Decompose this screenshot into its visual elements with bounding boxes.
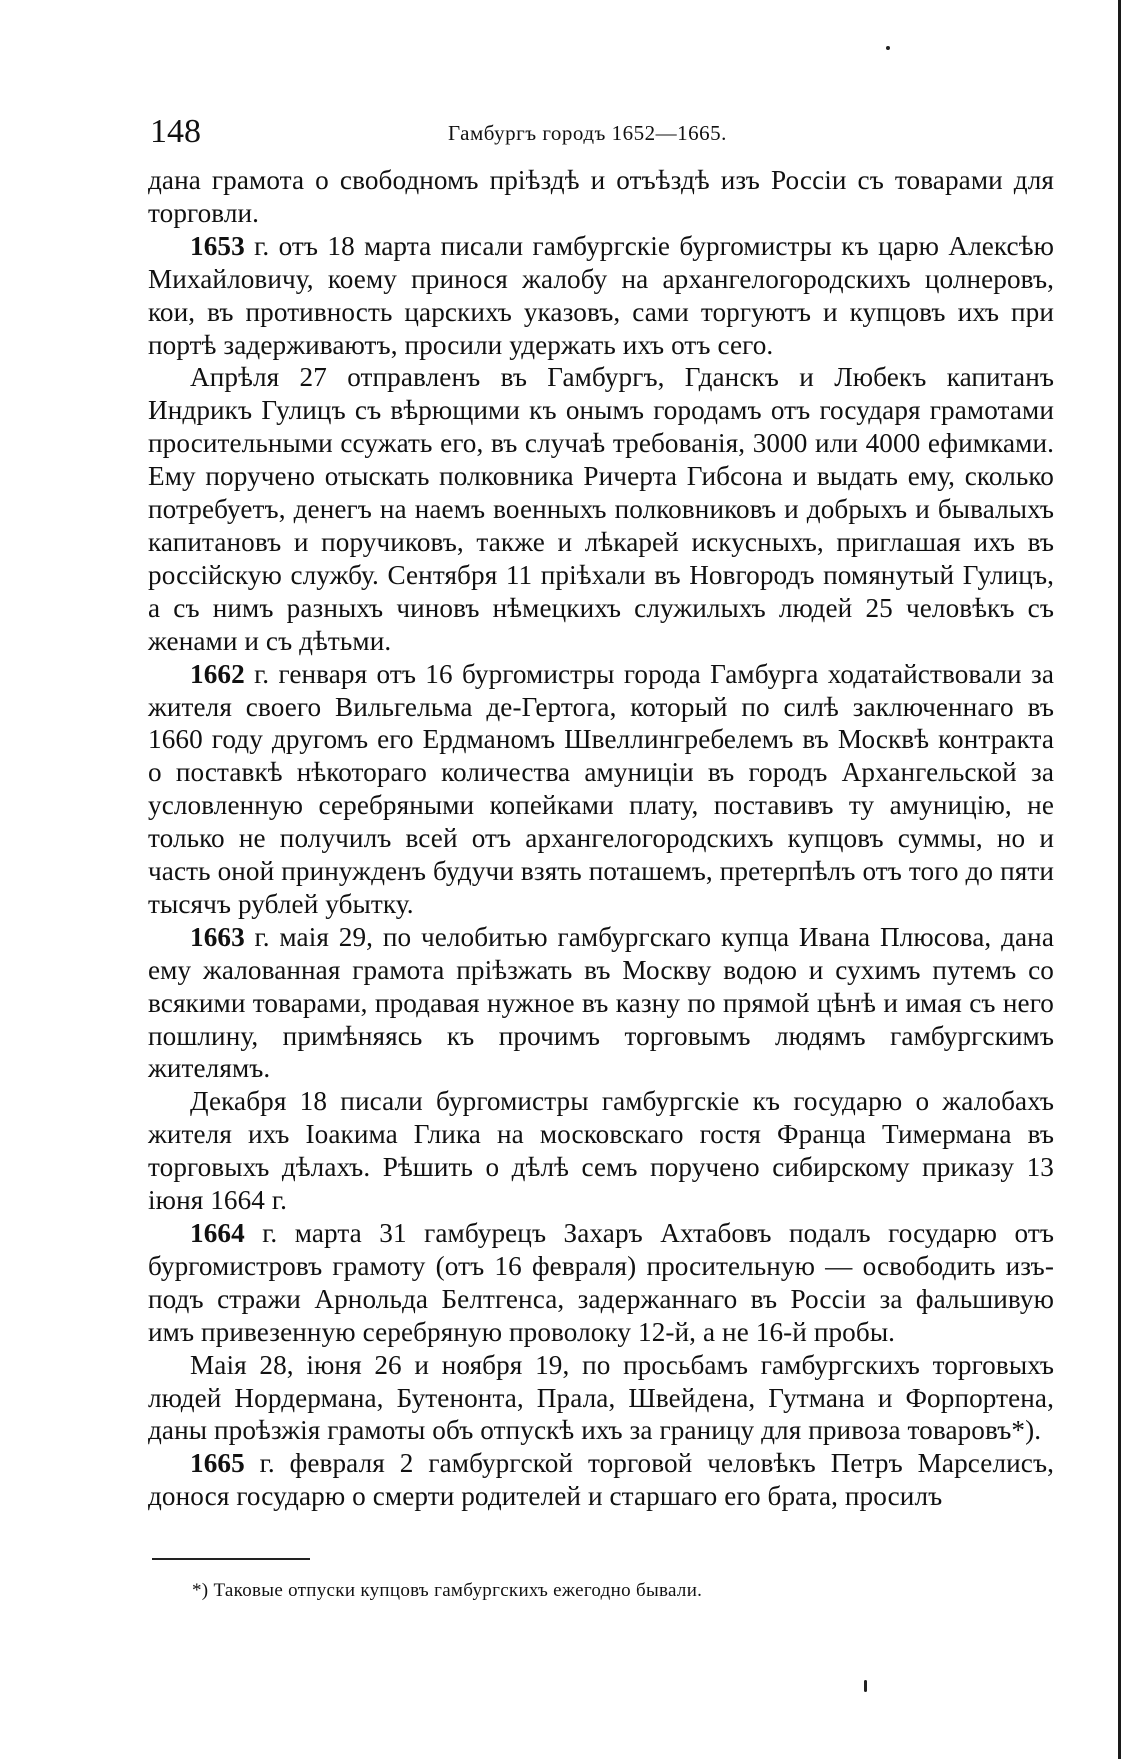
year-heading: 1662 [190,658,245,689]
paragraph-text: г. отъ 18 марта писали гамбургскіе бургомистры къ царю Алексѣю Михайловичу, коему принося жалобу на архангелогородскихъ цолнеровъ, кои, въ противность царскихъ указовъ, сами торгуютъ и купцовъ ихъ при портѣ задерживаютъ, просили удержать ихъ отъ сего. [148,230,1054,360]
paragraph-text: г. генваря отъ 16 бургомистры города Гамбурга ходатайствовали за жителя своего Вильгельма де-Гертога, который по силѣ заключеннаго въ 1660 году другомъ его Ердманомъ Швеллингребелемъ въ Москвѣ контракта о поставкѣ нѣкотораго количества амуниціи въ городъ Архангельской за условленную серебряными копейками плату, поставивъ ту амуницію, не только не получилъ всей отъ архангелогородскихъ купцовъ суммы, но и часть оной принужденъ будучи взять поташемъ, претерпѣлъ отъ того до пяти тысячъ рублей убытку. [148,658,1054,919]
paragraph [148,658,1054,921]
scan-speck [886,46,890,50]
paragraph [148,361,1054,657]
paragraph [148,1085,1054,1217]
page-number: 148 [150,113,201,150]
running-title: Гамбургъ городъ 1652—1665. [448,121,727,145]
footnote: *) Таковые отпуски купцовъ гамбургскихъ ежегодно бывали. [192,1580,703,1601]
scan-speck [864,1680,867,1692]
running-head [150,112,1050,152]
year-heading: 1663 [190,921,245,952]
paragraph [148,1349,1054,1448]
paragraph [148,164,1054,230]
paragraph [148,921,1054,1086]
paragraph-text: Декабря 18 писали бургомистры гамбургскіе къ государю о жалобахъ жителя ихъ Іоакима Глика на московскаго гостя Франца Тимермана въ торговыхъ дѣлахъ. Рѣшить о дѣлѣ семъ поручено сибирскому приказу 13 іюня 1664 г. [148,1086,1054,1216]
paragraph-text: Апрѣля 27 отправленъ въ Гамбургъ, Гданскъ и Любекъ капитанъ Индрикъ Гулицъ съ вѣрющими къ онымъ городамъ отъ государя грамотами просительными ссужать его, въ случаѣ требованія, 3000 или 4000 ефимками. Ему поручено отыскать полковника Ричерта Гибсона и выдать ему, сколько потребуетъ, денегъ на наемъ военныхъ полковниковъ и добрыхъ и бывалыхъ капитановъ и поручиковъ, также и лѣкарей искусныхъ, приглашая ихъ въ россійскую службу. Сентября 11 пріѣхали въ Новгородъ помянутый Гулицъ, а съ нимъ разныхъ чиновъ нѣмецкихъ служилыхъ людей 25 человѣкъ съ женами и съ дѣтьми. [148,362,1054,656]
paragraph-text: Маія 28, іюня 26 и ноября 19, по просьбамъ гамбургскихъ торговыхъ людей Нордермана, Бутенонта, Прала, Швейдена, Гутмана и Форпортена, даны проѣзжія грамоты объ отпускѣ ихъ за границу для привоза товаровъ*). [148,1349,1054,1446]
paragraph-text: г. маія 29, по челобитью гамбургскаго купца Ивана Плюсова, дана ему жалованная грамота пріѣзжать въ Москву водою и сухимъ путемъ со всякими товарами, продавая нужное въ казну по прямой цѣнѣ и имая съ него пошлину, примѣняясь къ прочимъ торговымъ людямъ гамбургскимъ жителямъ. [148,921,1054,1084]
scan-edge-line [1118,0,1121,1759]
year-heading: 1664 [190,1218,245,1248]
paragraph-text: г. марта 31 гамбурецъ Захаръ Ахтабовъ подалъ государю отъ бургомистровъ грамоту (отъ 16 февраля) просительную — освободить изъ-подъ стражи Арнольда Белтгенса, задержаннаго въ Россіи за фальшивую имъ привезенную серебряную проволоку 12-й, а не 16-й пробы. [148,1218,1054,1347]
paragraph [148,1217,1054,1349]
paragraph-text: г. февраля 2 гамбургской торговой человѣкъ Петръ Марселисъ, донося государю о смерти родителей и старшаго его брата, просилъ [148,1448,1054,1512]
paragraph [148,1447,1054,1513]
year-heading: 1653 [190,230,245,261]
footnote-rule [152,1558,310,1560]
paragraph-text: дана грамота о свободномъ пріѣздѣ и отъѣздѣ изъ Россіи съ товарами для торговли. [148,165,1054,228]
paragraph [148,230,1054,362]
body-text [148,164,1054,1513]
year-heading: 1665 [190,1448,245,1479]
